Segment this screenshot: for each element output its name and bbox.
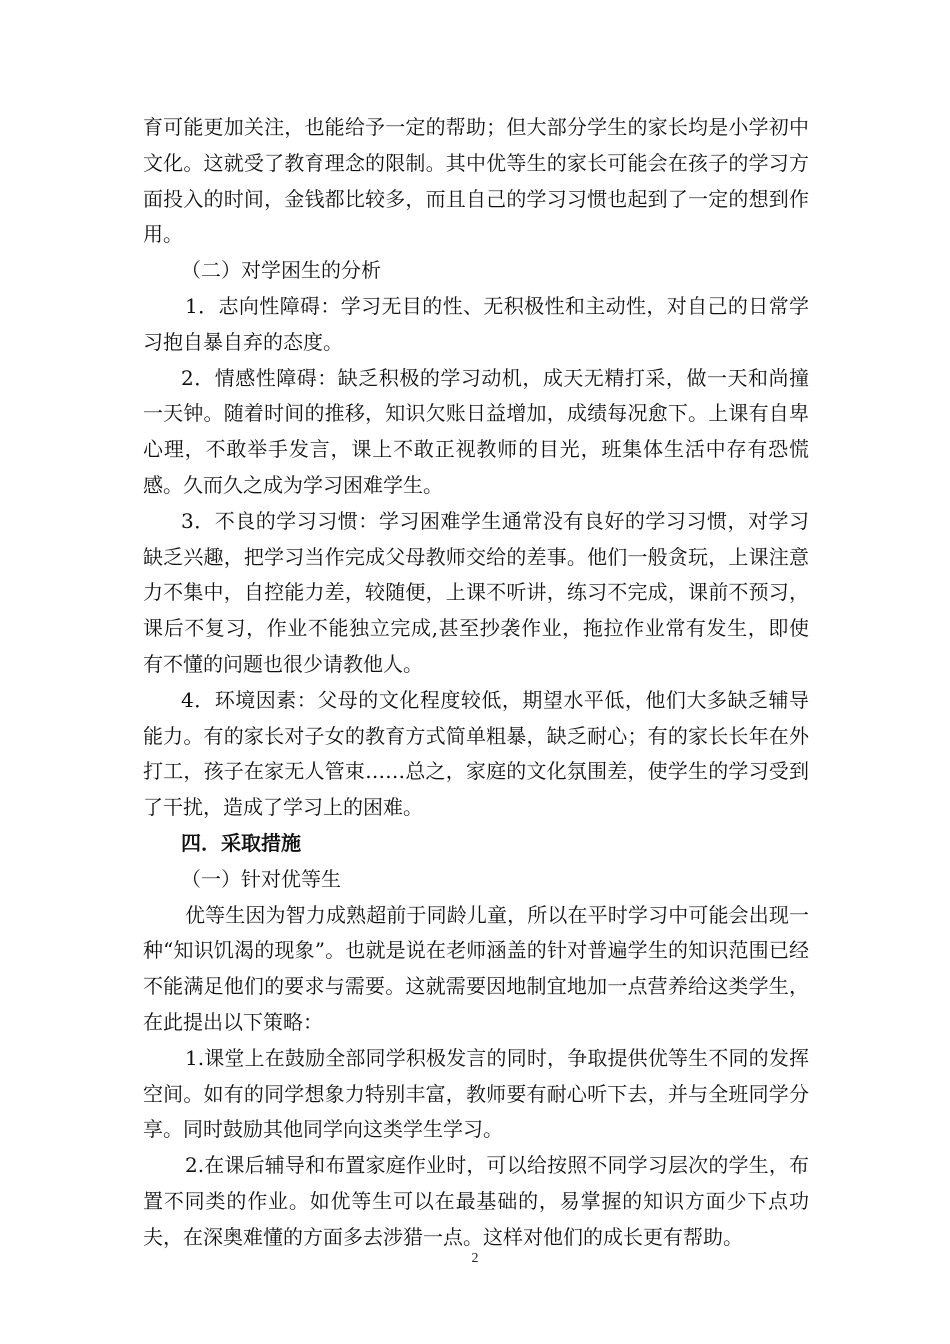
document-body: [143, 110, 809, 1256]
paragraph-bad-study-habits: 3．不良的学习习惯：学习困难学生通常没有良好的学习习惯，对学习缺乏兴趣，把学习当作完成父母教师交给的差事。他们一般贪玩，上课注意力不集中，自控能力差，较随便，上课不听讲，练习不完成，课前不预习，课后不复习，作业不能独立完成,甚至抄袭作业，拖拉作业常有发生，即使有不懂的问题也很少请教他人。: [143, 508, 809, 676]
subheading-struggling-students-analysis: （二）对学困生的分析: [181, 258, 381, 283]
page-number: 2: [471, 1251, 479, 1266]
section-heading-measures: 四．采取措施: [181, 830, 301, 855]
paragraph-top-students-intro: 优等生因为智力成熟超前于同龄儿童，所以在平时学习中可能会出现一种“知识饥渴的现象”。也就是说在老师涵盖的针对普遍学生的知识范围已经不能满足他们的要求与需要。这就需要因地制宜地加一点营养给这类学生，在此提出以下策略：: [143, 902, 809, 1034]
subheading-top-students: （一）针对优等生: [181, 866, 341, 891]
paragraph-parent-education: 育可能更加关注，也能给予一定的帮助；但大部分学生的家长均是小学初中文化。这就受了教育理念的限制。其中优等生的家长可能会在孩子的学习方面投入的时间，金钱都比较多，而且自己的学习习惯也起到了一定的想到作用。: [143, 115, 809, 247]
paragraph-strategy-homework: 2.在课后辅导和布置家庭作业时，可以给按照不同学习层次的学生，布置不同类的作业。如优等生可以在最基础的，易掌握的知识方面少下点功夫，在深奥难懂的方面多去涉猎一点。这样对他们的成长更有帮助。: [143, 1153, 809, 1249]
paragraph-strategy-classroom: 1.课堂上在鼓励全部同学积极发言的同时，争取提供优等生不同的发挥空间。如有的同学想象力特别丰富，教师要有耐心听下去，并与全班同学分享。同时鼓励其他同学向这类学生学习。: [143, 1045, 809, 1142]
paragraph-environment-factors: 4．环境因素：父母的文化程度较低，期望水平低，他们大多缺乏辅导能力。有的家长对子女的教育方式简单粗暴，缺乏耐心；有的家长长年在外打工，孩子在家无人管束……总之，家庭的文化氛围差，使学生的学习受到了干扰，造成了学习上的困难。: [143, 687, 809, 820]
paragraph-motivation-obstacle: 1．志向性障碍：学习无目的性、无积极性和主动性，对自己的日常学习抱自暴自弃的态度。: [143, 293, 809, 354]
paragraph-emotional-obstacle: 2．情感性障碍：缺乏积极的学习动机，成天无精打采，做一天和尚撞一天钟。随着时间的推移，知识欠账日益增加，成绩每况愈下。上课有自卑心理，不敢举手发言，课上不敢正视教师的目光，班集体生活中存有恐慌感。久而久之成为学习困难学生。: [143, 365, 809, 497]
